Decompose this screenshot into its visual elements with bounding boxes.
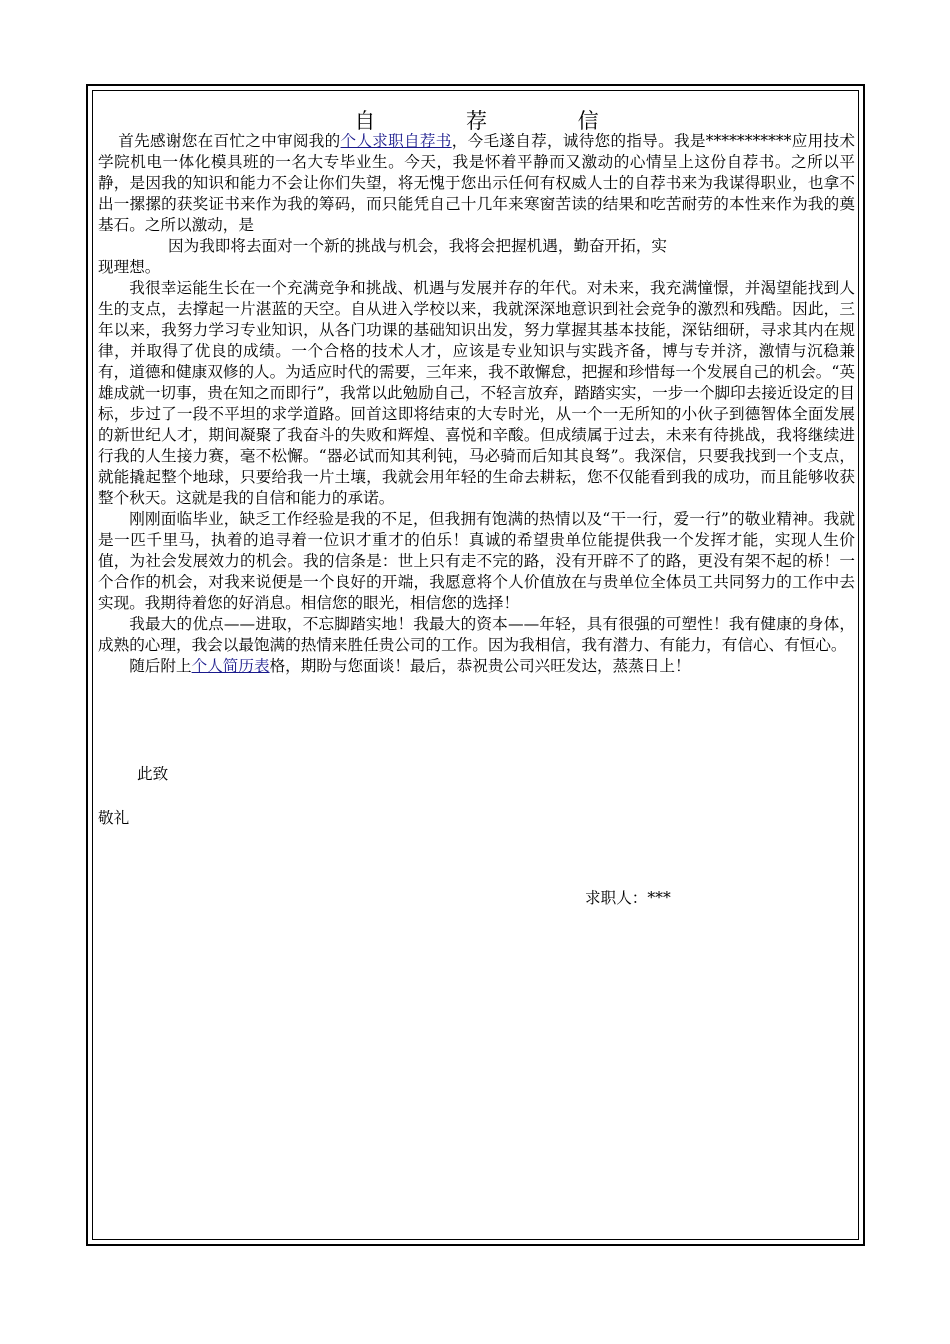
intro-text-a: 首先感谢您在百忙之中审阅我的 [118,132,341,150]
letter-title: 自 荐 信 [354,109,641,133]
attachment-text-b: 格，期盼与您面谈！最后，恭祝贵公司兴旺发达，蒸蒸日上！ [269,657,691,675]
paragraph-growth: 我很幸运能生长在一个充满竞争和挑战、机遇与发展并存的年代。对未来，我充满憧憬，并渴望能找到人生的支点，去撑起一片湛蓝的天空。自从进入学校以来，我就深深地意识到社会竞争的激烈和残酷。因此，三年以来，我努力学习专业知识，从各门功课的基础知识出发，努力掌握其基本技能，深钻细研，寻求其内在规律，并取得了优良的成绩。一个合格的技术人才，应该是专业知识与实践齐备，博与专并济，激情与沉稳兼有，道德和健康双修的人。为适应时代的需要，三年来，我不敢懈怠，把握和珍惜每一个发展自己的机会。“英雄成就一切事，贵在知之而即行”，我常以此勉励自己，不轻言放弃，踏踏实实，一步一个脚印去接近设定的目标，步过了一段不平坦的求学道路。回首这即将结束的大专时光，从一个一无所知的小伙子到德智体全面发展的新世纪人才，期间凝聚了我奋斗的失败和辉煌、喜悦和辛酸。但成绩属于过去，未来有待挑战，我将继续进行我的人生接力赛，毫不松懈。“器必试而知其利钝，马必骑而后知其良驽”。我深信，只要我找到一个支点，就能撬起整个地球，只要给我一片土壤，我就会用年轻的生命去耕耘，您不仅能看到我的成功，而且能够收获整个秋天。这就是我的自信和能力的承诺。 [98,279,855,507]
paragraph-strengths: 我最大的优点——进取，不忘脚踏实地！我最大的资本——年轻，具有很强的可塑性！我有健康的身体，成熟的心理，我会以最饱满的热情来胜任贵公司的工作。因为我相信，我有潜力、有能力，有信心、有恒心。 [98,615,855,654]
closing-salutation: 此致 [137,765,169,783]
paragraph-attachment [98,656,855,677]
self-recommendation-link[interactable]: 个人求职自荐书 [340,132,452,150]
paragraph-intro [98,131,855,278]
signature: 求职人：*** [585,889,671,907]
intro-text-d: 现理想。 [98,258,161,276]
paragraph-graduation: 刚刚面临毕业，缺乏工作经验是我的不足，但我拥有饱满的热情以及“干一行，爱一行”的敬业精神。我就是一匹千里马，执着的追寻着一位识才重才的伯乐！真诚的希望贵单位能提供我一个发挥才能，实现人生价值，为社会发展效力的机会。我的信条是：世上只有走不完的路，没有开辟不了的路，更没有架不起的桥！一个合作的机会，对我来说便是一个良好的开端，我愿意将个人价值放在与贵单位全体员工共同努力的工作中去实现。我期待着您的好消息。相信您的眼光，相信您的选择！ [98,510,855,612]
intro-text-b: ，今毛遂自荐，诚待您的指导。我是***********应用技术学院机电一体化模具班的一名大专毕业生。今天，我是怀着平静而又激动的心情呈上这份自荐书。之所以平静，是因我的知识和能力不会让你们失望，将无愧于您出示任何有权威人士的自荐书来为我谋得职业，也拿不出一摞摞的获奖证书来作为我的筹码，而只能凭自己十几年来寒窗苦读的结果和吃苦耐劳的本性来作为我的奠基石。之所以激动，是 [98,132,855,234]
intro-text-c: 因为我即将去面对一个新的挑战与机会，我将会把握机遇，勤奋开拓，实 [168,237,668,255]
resume-link[interactable]: 个人简历表 [191,657,270,675]
letter-body [98,108,855,677]
closing-regards: 敬礼 [98,809,130,827]
attachment-text-a: 随后附上 [129,657,192,675]
